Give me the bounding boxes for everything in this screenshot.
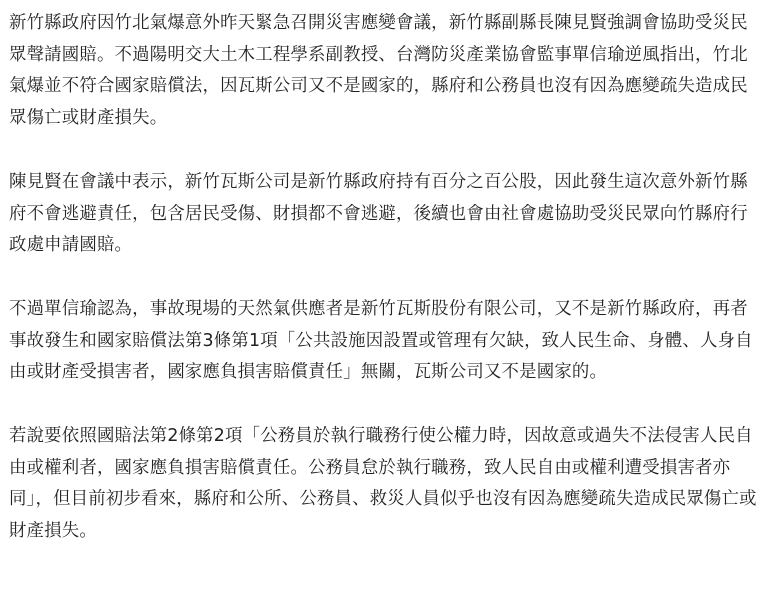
- paragraph-2: 陳見賢在會議中表示，新竹瓦斯公司是新竹縣政府持有百分之百公股，因此發生這次意外新竹縣府不會逃避責任，包含居民受傷、財損都不會逃避，後續也會由社會處協助受災民眾向竹縣府行政處申請國賠。: [9, 171, 748, 256]
- paragraph-1: 新竹縣政府因竹北氣爆意外昨天緊急召開災害應變會議，新竹縣副縣長陳見賢強調會協助受災民眾聲請國賠。不過陽明交大土木工程學系副教授、台灣防災產業協會監事單信瑜逆風指出，竹北氣爆並不符合國家賠償法，因瓦斯公司又不是國家的，縣府和公務員也沒有因為應變疏失造成民眾傷亡或財產損失。: [9, 13, 748, 129]
- article-body: [9, 8, 765, 548]
- paragraph-3: 不過單信瑜認為，事故現場的天然氣供應者是新竹瓦斯股份有限公司，又不是新竹縣政府，再者事故發生和國家賠償法第3條第1項「公共設施因設置或管理有欠缺，致人民生命、身體、人身自由或財產受損害者，國家應負損害賠償責任」無關，瓦斯公司又不是國家的。: [9, 298, 753, 383]
- paragraph-4: 若說要依照國賠法第2條第2項「公務員於執行職務行使公權力時，因故意或過失不法侵害人民自由或權利者，國家應負損害賠償責任。公務員怠於執行職務，致人民自由或權利遭受損害者亦同」，但目前初步看來，縣府和公所、公務員、救災人員似乎也沒有因為應變疏失造成民眾傷亡或財產損失。: [9, 426, 757, 542]
